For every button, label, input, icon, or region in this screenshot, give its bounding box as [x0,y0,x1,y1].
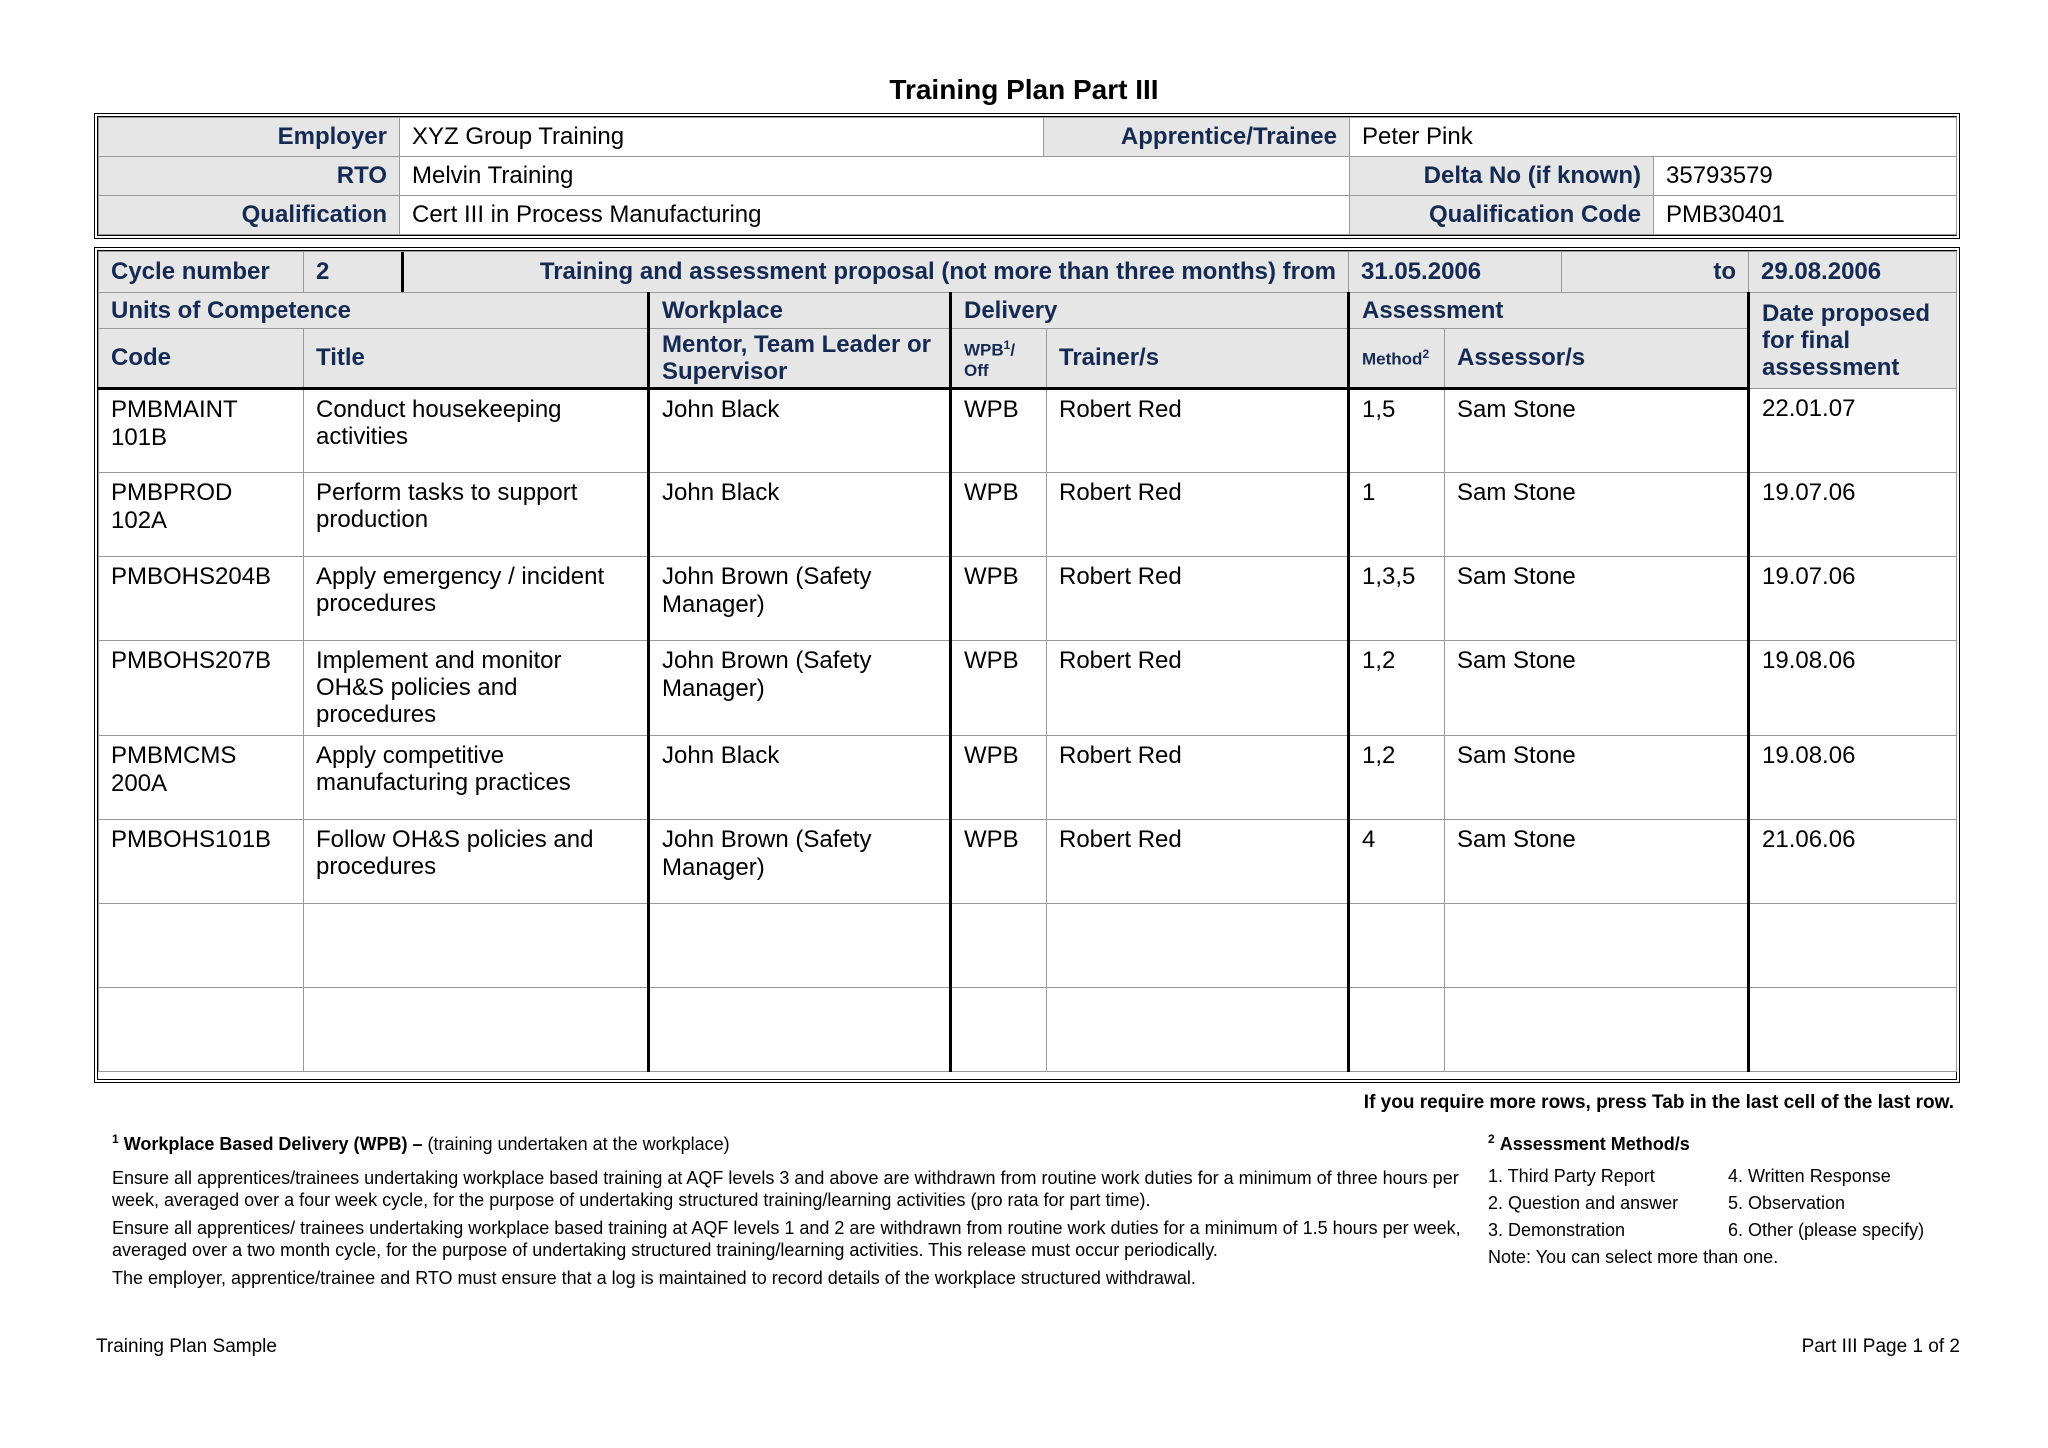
info-table [98,117,1957,235]
method-cell[interactable]: 1,3,5 [1349,557,1445,641]
delivery-cell[interactable] [951,988,1047,1072]
table-row-empty [99,904,1957,988]
trainers-header: Trainer/s [1047,329,1349,389]
qualcode-label: Qualification Code [1350,196,1654,235]
method-cell[interactable]: 1,2 [1349,641,1445,736]
rto-label: RTO [99,157,400,196]
mentor-cell[interactable]: John Brown (Safety Manager) [649,641,951,736]
date-cell[interactable]: 19.07.06 [1749,473,1957,557]
code-header: Code [99,329,304,389]
footnote1-heading: Workplace Based Delivery (WPB) – [123,1134,423,1154]
assessor-cell[interactable]: Sam Stone [1445,641,1749,736]
method-item: 1. Third Party Report [1488,1166,1655,1186]
code-cell[interactable]: PMBMAINT 101B [99,389,304,473]
qualification-field[interactable]: Cert III in Process Manufacturing [400,196,1350,235]
trainer-cell[interactable]: Robert Red [1047,736,1349,820]
assessor-cell[interactable]: Sam Stone [1445,473,1749,557]
date-cell[interactable]: 19.07.06 [1749,557,1957,641]
footnote1-paragraph-1: Ensure all apprentices/trainees undertaking workplace based training at AQF levels 3 and above are withdrawn from routine work duties for a minimum of three hours per week, averaged over a four week cycle, for the purpose of undertaking structured training/learning activities (pro rata for part time). [112,1168,1459,1210]
table-row [99,473,1957,557]
date-cell[interactable] [1749,988,1957,1072]
code-cell[interactable]: PMBOHS207B [99,641,304,736]
off-label: / Off [964,340,1016,380]
page-title: Training Plan Part III [889,74,1159,105]
method-item: 4. Written Response [1728,1166,1891,1186]
footer-left: Training Plan Sample [96,1336,277,1357]
from-date-field[interactable]: 31.05.2006 [1349,252,1562,292]
footnote-wpb [112,1128,1462,1295]
mentor-cell[interactable]: John Black [649,473,951,557]
title-cell[interactable]: Follow OH&S policies and procedures [304,820,649,904]
date-proposed-header: Date proposed for final assessment [1749,293,1957,389]
table-row [99,736,1957,820]
delivery-cell[interactable]: WPB [951,641,1047,736]
method-cell[interactable] [1349,988,1445,1072]
delivery-cell[interactable]: WPB [951,736,1047,820]
method-note: Note: You can select more than one. [1488,1247,1779,1267]
workplace-header: Workplace [649,293,951,329]
delivery-cell[interactable]: WPB [951,820,1047,904]
table-row [99,820,1957,904]
assessment-header: Assessment [1349,293,1749,329]
method-item: 6. Other (please specify) [1728,1220,1925,1240]
trainer-cell[interactable] [1047,904,1349,988]
to-date-field[interactable]: 29.08.2006 [1749,252,1957,293]
trainer-cell[interactable]: Robert Red [1047,389,1349,473]
mentor-cell[interactable]: John Black [649,389,951,473]
date-cell[interactable]: 19.08.06 [1749,641,1957,736]
mentor-cell[interactable] [649,988,951,1072]
title-header: Title [304,329,649,389]
assessor-cell[interactable]: Sam Stone [1445,820,1749,904]
delivery-cell[interactable]: WPB [951,473,1047,557]
cycle-number-field[interactable]: 2 [304,252,404,292]
plan-table [98,251,1957,1072]
title-cell[interactable] [304,988,649,1072]
delta-label: Delta No (if known) [1350,157,1654,196]
to-label: to [1713,258,1736,285]
mentor-cell[interactable]: John Brown (Safety Manager) [649,820,951,904]
delivery-cell[interactable] [951,904,1047,988]
qualification-label: Qualification [99,196,400,235]
delivery-cell[interactable]: WPB [951,557,1047,641]
cycle-number-label: Cycle number [99,252,304,293]
method-list [1488,1163,1968,1244]
more-rows-note: If you require more rows, press Tab in the last cell of the last row. [1363,1092,1954,1113]
method-cell[interactable]: 1,2 [1349,736,1445,820]
table-row-empty [99,988,1957,1072]
proposal-label: Training and assessment proposal (not more than three months) from [539,258,1336,285]
assessor-cell[interactable]: Sam Stone [1445,557,1749,641]
code-cell[interactable] [99,988,304,1072]
method-item: 2. Question and answer [1488,1193,1679,1213]
title-cell[interactable]: Perform tasks to support production [304,473,649,557]
trainer-cell[interactable]: Robert Red [1047,820,1349,904]
method-footnote-ref: 2 [1422,346,1430,361]
method-cell[interactable]: 4 [1349,820,1445,904]
footnote1-paragraph-3: The employer, apprentice/trainee and RTO must ensure that a log is maintained to record details of the workplace structured withdrawal. [112,1268,1196,1288]
trainer-cell[interactable]: Robert Red [1047,557,1349,641]
code-cell[interactable]: PMBOHS101B [99,820,304,904]
footnote1-heading-tail: (training undertaken at the workplace) [427,1134,730,1154]
method-cell[interactable] [1349,904,1445,988]
wpb-footnote-ref: 1 [1003,338,1011,353]
rto-field[interactable]: Melvin Training [400,157,1350,196]
wpb-label: WPB [964,340,1004,360]
footer-right: Part III Page 1 of 2 [1801,1336,1960,1357]
table-row [99,389,1957,473]
method-cell[interactable]: 1,5 [1349,389,1445,473]
method-item: 5. Observation [1728,1193,1846,1213]
assessors-header: Assessor/s [1445,329,1749,389]
title-cell[interactable]: Conduct housekeeping activities [304,389,649,473]
footnote2-marker: 2 [1488,1132,1495,1146]
mentor-header: Mentor, Team Leader or Supervisor [649,329,951,389]
delivery-header: Delivery [951,293,1349,329]
mentor-cell[interactable]: John Black [649,736,951,820]
cycle-proposal-cell [304,252,1349,293]
assessor-cell[interactable] [1445,988,1749,1072]
trainer-cell[interactable] [1047,988,1349,1072]
delta-field[interactable]: 35793579 [1654,157,1957,196]
table-row [99,641,1957,736]
method-header [1349,329,1445,389]
date-cell[interactable] [1749,904,1957,988]
date-cell[interactable]: 19.08.06 [1749,736,1957,820]
footnote1-paragraph-2: Ensure all apprentices/ trainees undertaking workplace based training at AQF levels 1 and 2 are withdrawn from routine work duties for a minimum of 1.5 hours per week, averaged over a two month cycle, for the purpose of undertaking structured training/learning activities. This release must occur periodically. [112,1218,1461,1260]
trainer-cell[interactable]: Robert Red [1047,641,1349,736]
employer-label: Employer [99,118,400,157]
apprentice-label: Apprentice/Trainee [1044,118,1350,157]
code-cell[interactable]: PMBMCMS 200A [99,736,304,820]
from-date-cell [1349,252,1749,293]
trainer-cell[interactable]: Robert Red [1047,473,1349,557]
title-cell[interactable]: Apply emergency / incident procedures [304,557,649,641]
title-cell[interactable]: Apply competitive manufacturing practices [304,736,649,820]
delivery-cell[interactable]: WPB [951,389,1047,473]
assessor-cell[interactable] [1445,904,1749,988]
assessor-cell[interactable]: Sam Stone [1445,389,1749,473]
wpb-off-header [951,329,1047,389]
mentor-cell[interactable] [649,904,951,988]
title-cell[interactable] [304,904,649,988]
plan-table-frame [94,247,1960,1083]
footnote-assessment-methods [1488,1128,1968,1271]
date-cell[interactable]: 21.06.06 [1749,820,1957,904]
method-label: Method [1362,349,1423,369]
code-cell[interactable]: PMBPROD 102A [99,473,304,557]
table-row [99,557,1957,641]
units-header: Units of Competence [99,293,649,329]
method-cell[interactable]: 1 [1349,473,1445,557]
code-cell[interactable]: PMBOHS204B [99,557,304,641]
date-cell[interactable]: 22.01.07 [1749,389,1957,473]
code-cell[interactable] [99,904,304,988]
qualcode-field[interactable]: PMB30401 [1654,196,1957,235]
method-item: 3. Demonstration [1488,1220,1626,1240]
assessor-cell[interactable]: Sam Stone [1445,736,1749,820]
footnote2-heading: Assessment Method/s [1499,1134,1690,1154]
mentor-cell[interactable]: John Brown (Safety Manager) [649,557,951,641]
employer-field[interactable]: XYZ Group Training [400,118,1044,157]
apprentice-field[interactable]: Peter Pink [1350,118,1957,157]
title-cell[interactable]: Implement and monitor OH&S policies and procedures [304,641,649,736]
info-table-frame [94,113,1960,239]
footnote1-marker: 1 [112,1132,119,1146]
